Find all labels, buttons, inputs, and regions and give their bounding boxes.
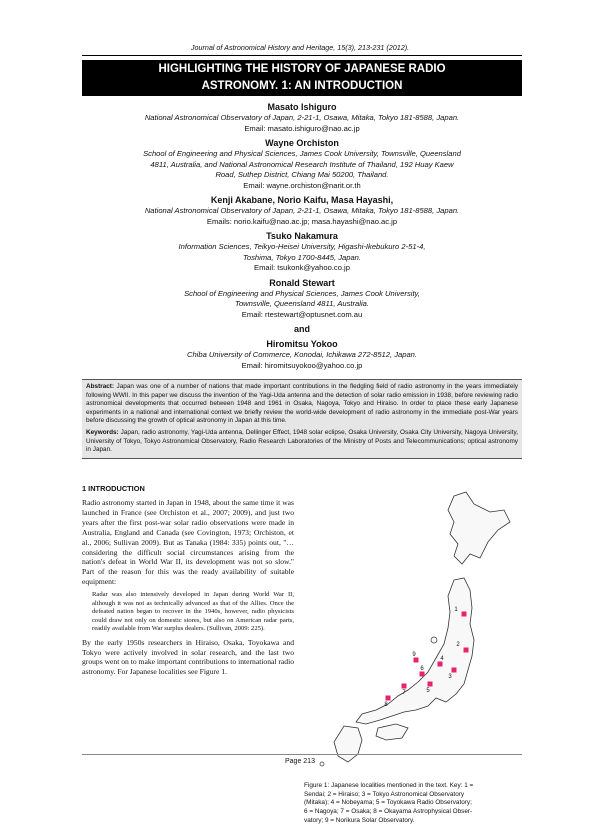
keywords-text: Japan, radio astronomy, Yagi-Uda antenna, Dellinger Effect, 1948 solar eclipse, Osaka University, Osaka City University, Nagoya University, University of Tokyo, Tokyo Astronomical Observatory, Radio Research Laboratories of the Ministry of Posts and Telecommunications; optical astronomy in Japan. (86, 428, 518, 454)
author-name: Tsuko Nakamura (266, 231, 338, 241)
map-marker-label-9: 9 (412, 652, 416, 658)
author-name: Kenji Akabane, Norio Kaifu, Masa Hayashi, (210, 195, 394, 205)
journal-citation: Journal of Astronomical History and Heritage, 15(3), 213-231 (2012). (190, 43, 410, 52)
map-marker-4 (438, 662, 443, 667)
block-quote: Radar was also intensively developed in Japan during World War II, although it was not as technically advanced as that of the Allies. Once the defeated nation began to recover in the 1940s, however, radio physicists could draw not only on domestic stores, but also on American radar parts, readily available from War surplus dealers. (Sullivan, 2009: 225). (92, 591, 294, 633)
sado-island (431, 637, 437, 643)
author-name: Ronald Stewart (269, 277, 335, 288)
map-marker-label-7: 7 (402, 690, 406, 696)
japan-map-image (304, 484, 522, 770)
author-affiliation: Information Sciences, Teikyo-Heisei University, Higashi-Ikebukuro 2-51-4, (178, 242, 426, 251)
map-marker-5 (428, 682, 433, 687)
caption-line: 6 = Nagoya; 7 = Osaka; 8 = Okayama Astrophysical Obser- (304, 808, 473, 816)
map-marker-label-1: 1 (454, 607, 458, 613)
header-rule (82, 55, 522, 56)
map-marker-7 (402, 684, 407, 689)
map-marker-label-8: 8 (384, 702, 388, 708)
author-name: Masato Ishiguro (267, 102, 337, 112)
map-marker-label-6: 6 (420, 666, 424, 672)
map-marker-8 (386, 696, 391, 701)
abstract-label: Abstract: (86, 383, 115, 390)
intro-paragraph-1: Radio astronomy started in Japan in 1948, about the same time it was launched in France (see Orchiston et al., 2007; 2009), and just two years after the first post-war solar radio observations were made in Australia, England and Canada (see Covington, 1973; Orchiston, et al., 2006; Sullivan 2009). But as Tanaka (1984: 335) points out, "… considering the difficult social circumstances arising from the nation's defeat in World War II, its development was not so slow." Part of the reason for this was the ready availability of suitable equipment: (82, 498, 294, 587)
page-number: Page 213 (285, 758, 315, 765)
intro-paragraph-2: By the early 1950s researchers in Hiraiso, Osaka, Toyokawa and Tokyo were actively involved in solar research, and the last two groups went on to make important contributions to international radio astronomy. For Japanese localities see Figure 1. (82, 637, 294, 677)
author-affiliation: National Astronomical Observatory of Japan, 2-21-1, Osawa, Mitaka, Tokyo 181-8588, Japan. (144, 206, 460, 215)
left-column (82, 484, 294, 677)
caption-line: (Mitaka); 4 = Nobeyama; 5 = Toyokawa Radio Observatory; (304, 799, 472, 807)
section-heading: 1 INTRODUCTION (82, 484, 145, 493)
author-email[interactable]: Email: wayne.orchiston@narit.or.th (243, 180, 361, 190)
author-email[interactable]: Emails: norio.kaifu@nao.ac.jp; masa.hayashi@nao.ac.jp (206, 216, 398, 226)
title-line-2: ASTRONOMY. 1: AN INTRODUCTION (201, 80, 403, 92)
caption-line: vatory; 9 = Norikura Solar Observatory. (304, 816, 415, 824)
right-column (304, 484, 522, 824)
and-separator: and (293, 324, 310, 334)
map-marker-2 (464, 648, 469, 653)
author-affiliation: School of Engineering and Physical Sciences, James Cook University, (184, 288, 420, 298)
map-marker-3 (452, 668, 457, 673)
keywords (86, 429, 518, 455)
map-marker-label-2: 2 (456, 642, 460, 648)
author-email[interactable]: Email: rtestewart@optusnet.com.au (241, 309, 363, 319)
keywords-label: Keywords: (86, 428, 119, 436)
map-marker-label-3: 3 (448, 674, 452, 680)
caption-line: Figure 1: Japanese localities mentioned in the text. Key: 1 = (304, 782, 474, 789)
title-line-1: HIGHLIGHTING THE HISTORY OF JAPANESE RADIO (158, 63, 446, 75)
author-email[interactable]: Email: tsukonk@yahoo.co.jp (254, 263, 350, 272)
abstract-text: Japan was one of a number of nations that made important contributions in the fledgling field of radio astronomy in the years immediately following WWII. In this paper we discuss the invention of the Yagi-Uda antenna and the detection of solar radio emission in 1938, before reviewing radio astronomical developments that occurred between 1948 and 1961 in Osaka, Nagoya, Tokyo and Hiraiso. In order to place these early Japanese experiments in a national and international context we briefly review the world-wide development of radio astronomy in the immediate post-War years before discussing the growth of optical astronomy in Japan at this time. (86, 383, 518, 425)
author-name: Wayne Orchiston (265, 138, 339, 148)
author-email[interactable]: Email: masato.ishiguro@nao.ac.jp (244, 123, 360, 133)
author-email[interactable]: Email: hiromitsuyokoo@yahoo.co.jp (241, 360, 363, 370)
author-affiliation: Road, Suthep District, Chiang Mai 50200, Thailand. (215, 170, 389, 179)
map-marker-1 (462, 612, 467, 617)
author-affiliation: Toshima, Tokyo 1700-8445, Japan. (242, 252, 362, 262)
author-name: Hiromitsu Yokoo (266, 339, 338, 349)
map-marker-9 (414, 658, 419, 663)
author-affiliation: 4811, Australia, and National Astronomical Research Institute of Thailand, 192 Huay Kaew (150, 159, 454, 169)
author-affiliation: Townsville, Queensland 4811, Australia. (235, 299, 369, 308)
footer-rule (82, 754, 522, 755)
figure-1-map (304, 484, 522, 770)
author-affiliation: National Astronomical Observatory of Japan, 2-21-1, Osawa, Mitaka, Tokyo 181-8588, Japan. (144, 113, 460, 122)
caption-line: Sendai; 2 = Hiraiso; 3 = Tokyo Astronomical Observatory (304, 790, 465, 798)
author-affiliation: Chiba University of Commerce, Konodai, Ichikawa 272-8512, Japan. (186, 350, 418, 359)
figure-caption (304, 782, 522, 826)
author-block (82, 98, 522, 371)
paper-title (82, 60, 522, 96)
abstract (86, 383, 518, 426)
map-marker-label-5: 5 (426, 688, 430, 694)
author-affiliation: School of Engineering and Physical Sciences, James Cook University, Townsville, Queensland (143, 149, 461, 158)
map-marker-label-4: 4 (440, 656, 444, 662)
map-marker-6 (420, 672, 425, 677)
abstract-box (82, 379, 522, 459)
